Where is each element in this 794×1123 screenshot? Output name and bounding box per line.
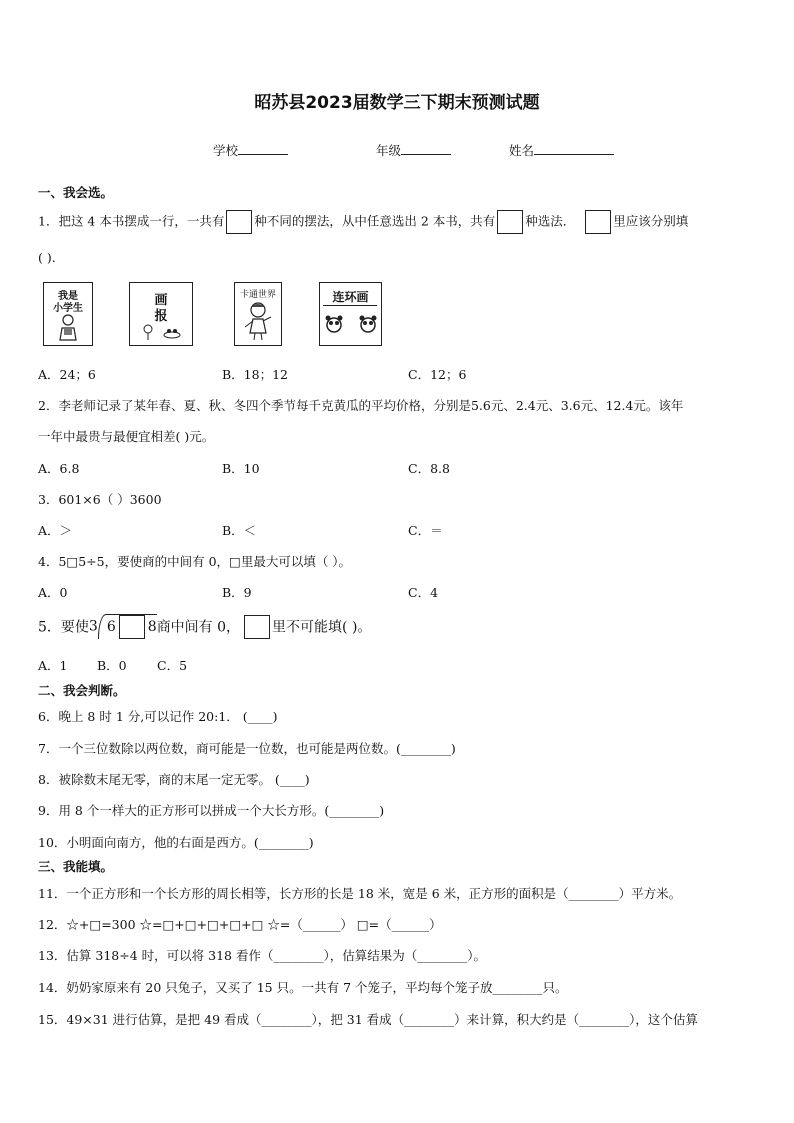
- q1-option-c[interactable]: C．12；6: [408, 367, 467, 382]
- q1-option-b[interactable]: B．18；12: [222, 367, 288, 382]
- book-1: [43, 282, 93, 346]
- q1-answer-box-2[interactable]: [497, 210, 523, 234]
- q4-option-c[interactable]: C．4: [408, 585, 439, 600]
- question-4: 4．5□5÷5，要使商的中间有 0，□里最大可以填（ ）。: [38, 554, 352, 569]
- question-11: 11．一个正方形和一个长方形的周长相等，长方形的长是 18 米，宽是 6 米，正方形的面积是（________）平方米。: [38, 886, 682, 901]
- question-15: 15．49×31 进行估算，是把 49 看成（________），把 31 看成（________）来计算，积大约是（________），这个估算: [38, 1012, 698, 1027]
- question-13: 13．估算 318÷4 时，可以将 318 看作（________），估算结果为（________）。: [38, 948, 486, 963]
- question-2-line-2: 一年中最贵与最便宜相差( )元。: [38, 429, 215, 444]
- q1-part1: 1．把这 4 本书摆成一行，一共有: [38, 213, 225, 229]
- section-heading-1: 一、我会选。: [38, 185, 114, 200]
- panda-icon: [324, 313, 378, 337]
- q2-option-c[interactable]: C．8.8: [408, 461, 450, 476]
- q5-option-b[interactable]: B．0: [97, 658, 127, 673]
- q4-option-a[interactable]: A．0: [38, 585, 68, 600]
- q5-part2: 商中间有 0，: [156, 619, 241, 636]
- q5-part1: 5．要使: [38, 619, 89, 636]
- name-blank[interactable]: [534, 142, 614, 155]
- q1-answer-box-1[interactable]: [226, 210, 252, 234]
- q5-dividend-digit-1: 6: [106, 619, 116, 635]
- q1-part2: 种不同的摆法，从中任意选出 2 本书，共有: [254, 213, 496, 229]
- girl-icon: [243, 301, 273, 341]
- q3-option-c[interactable]: C．＝: [408, 523, 443, 538]
- question-7: 7．一个三位数除以两位数，商可能是一位数，也可能是两位数。(________): [38, 741, 456, 756]
- book-4-label: 连环画: [332, 290, 369, 304]
- q5-option-c[interactable]: C．5: [157, 658, 188, 673]
- book-2-label-1: 画: [154, 293, 168, 308]
- q2-option-a[interactable]: A．6.8: [38, 461, 80, 476]
- question-10: 10．小明面向南方，他的右面是西方。(________): [38, 835, 314, 850]
- question-9: 9．用 8 个一样大的正方形可以拼成一个大长方形。(________): [38, 803, 385, 818]
- q5-divisor: 3: [88, 618, 98, 635]
- q5-answer-box[interactable]: [244, 615, 270, 639]
- grade-label: 年级: [376, 143, 402, 158]
- school-label: 学校: [213, 143, 239, 158]
- q1-part4: 里应该分别填: [613, 213, 689, 229]
- name-field: [509, 141, 614, 159]
- section-heading-3: 三、我能填。: [38, 859, 114, 874]
- book-3: [234, 282, 282, 346]
- q3-option-b[interactable]: B．＜: [222, 523, 257, 538]
- book-2-label-2: 报: [154, 309, 168, 324]
- long-division-bracket: [98, 614, 157, 639]
- book-2: [129, 282, 193, 346]
- question-1: [38, 210, 688, 234]
- question-8: 8．被除数末尾无零，商的末尾一定无零。 (____): [38, 772, 310, 787]
- question-6: 6．晚上 8 时 1 分,可以记作 20:1． (____): [38, 709, 278, 724]
- q5-dividend-box[interactable]: [119, 615, 145, 639]
- book-1-label-1: 我是: [58, 291, 78, 302]
- question-5: [38, 614, 371, 642]
- grade-field: [376, 141, 451, 159]
- q1-part3: 种选法．: [525, 213, 576, 229]
- q1-answer-line: ( ).: [38, 250, 56, 265]
- q5-part3: 里不可能填( )。: [272, 619, 372, 636]
- question-14: 14．奶奶家原来有 20 只兔子，又买了 15 只。一共有 7 个笼子，平均每个笼子放________只。: [38, 980, 568, 995]
- book-1-label-2: 小学生: [53, 303, 83, 314]
- book-4: [319, 282, 382, 346]
- child-icon: [56, 313, 80, 341]
- flowers-icon: [140, 323, 184, 341]
- q1-answer-box-3[interactable]: [585, 210, 611, 234]
- section-heading-2: 二、我会判断。: [38, 683, 126, 698]
- question-2-line-1: 2．李老师记录了某年春、夏、秋、冬四个季节每千克黄瓜的平均价格，分别是5.6元、2.4元、3.6元、12.4元。该年: [38, 398, 684, 413]
- school-blank[interactable]: [238, 142, 288, 155]
- q5-option-a[interactable]: A．1: [38, 658, 68, 673]
- name-label: 姓名: [509, 143, 535, 158]
- q4-option-b[interactable]: B．9: [222, 585, 252, 600]
- q3-option-a[interactable]: A．＞: [38, 523, 73, 538]
- grade-blank[interactable]: [401, 142, 451, 155]
- q1-option-a[interactable]: A．24；6: [38, 367, 96, 382]
- question-12: 12．☆+□=300 ☆=□+□+□+□+□ ☆=（______） □=（______）: [38, 917, 442, 932]
- book-3-label: 卡通世界: [239, 290, 276, 300]
- question-3: 3．601×6（ ）3600: [38, 492, 162, 507]
- page-title: 昭苏县2023届数学三下期末预测试题: [254, 93, 540, 113]
- q2-option-b[interactable]: B．10: [222, 461, 260, 476]
- school-field: [213, 141, 288, 159]
- q5-dividend-digit-3: 8: [147, 619, 157, 635]
